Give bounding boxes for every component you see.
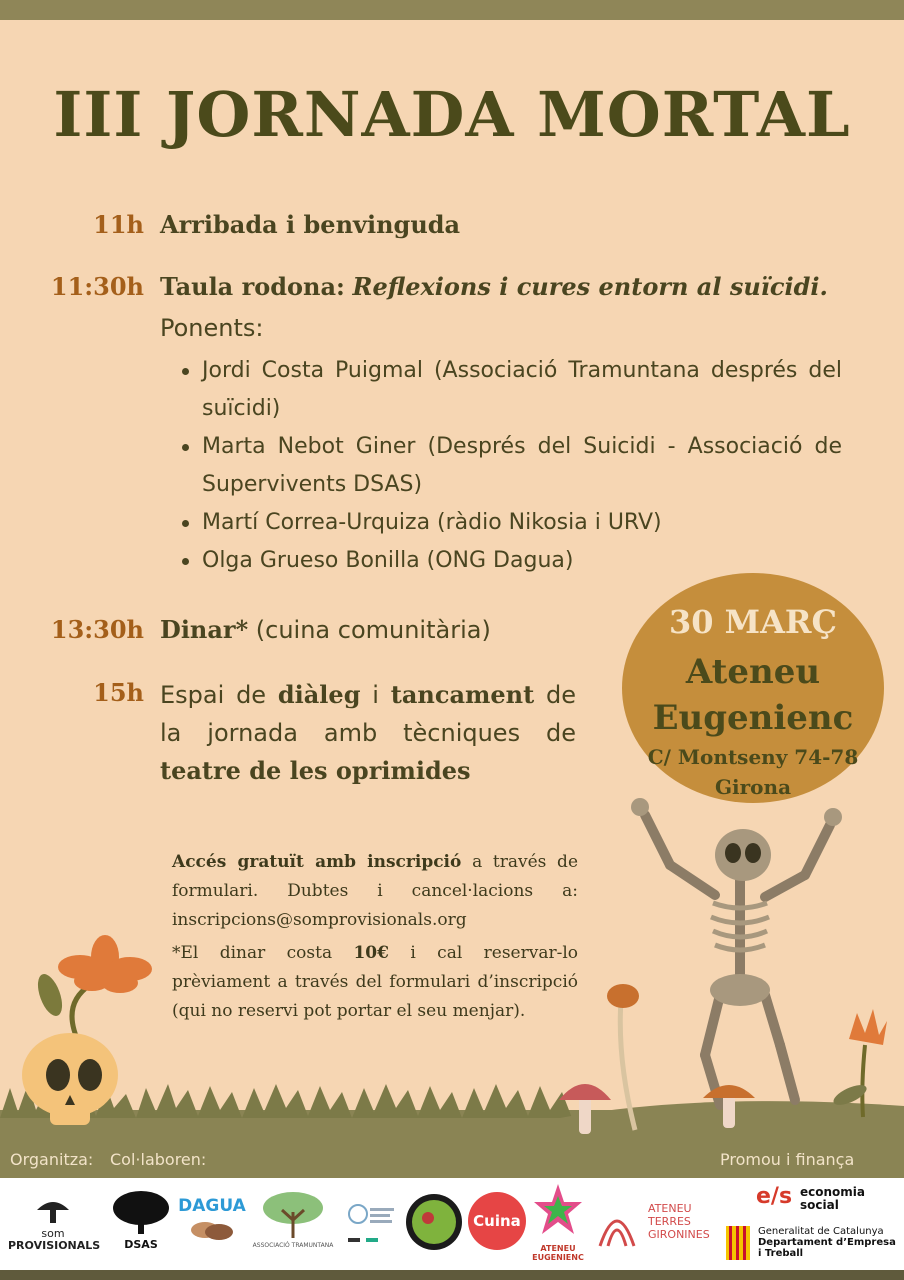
senyera-icon: [726, 1226, 750, 1260]
list-item: Marta Nebot Giner (Després del Suicidi - Associació de Supervivents DSAS): [180, 428, 842, 504]
round-table-label: Taula rodona:: [160, 272, 345, 301]
logo-text: DSAS: [124, 1238, 158, 1251]
list-item: Martí Correa-Urquiza (ràdio Nikosia i URV): [180, 504, 842, 542]
mushrooms-icon: [555, 980, 765, 1140]
som-provisionals-logo: [8, 1198, 101, 1252]
dinner-price: 10€: [353, 943, 389, 963]
dsas-logo: [108, 1190, 174, 1251]
event-date: 30 MARÇ: [669, 603, 837, 641]
tree-icon: [111, 1190, 171, 1234]
time-1130h: 11:30h: [50, 272, 144, 301]
logo-text: DAGUA: [178, 1196, 246, 1216]
logo-text: i Treball: [758, 1248, 804, 1259]
logo-text: som: [41, 1227, 65, 1240]
closing-end: tancament: [390, 680, 535, 709]
time-11h: 11h: [93, 210, 144, 239]
dinner-paragraph: [172, 939, 578, 1026]
top-border: [0, 0, 904, 20]
logo-text: TERRES: [648, 1215, 691, 1228]
logo-text: Generalitat de Catalunya: [758, 1226, 884, 1237]
event-street: C/ Montseny 74-78: [647, 745, 859, 769]
logo-text-block: [648, 1202, 710, 1241]
time-1330h: 13:30h: [50, 615, 144, 644]
flower-icon: [825, 1005, 900, 1120]
closing-text: i: [372, 681, 379, 709]
closing-theatre: teatre de les oprimides: [160, 756, 471, 785]
round-table-topic: Reflexions i cures entorn al suïcidi.: [352, 272, 828, 301]
ateneu-eugenienc-logo: [524, 1182, 592, 1262]
access-email[interactable]: inscripcions@somprovisionals.org: [172, 910, 467, 930]
list-item: Jordi Costa Puigmal (Associació Tramuntana després del suïcidi): [180, 352, 842, 428]
logo-text: economia: [800, 1185, 865, 1199]
event-info-circle: [622, 573, 884, 803]
event-place-line: Ateneu: [685, 652, 821, 692]
logo-text: GIRONINES: [648, 1228, 710, 1241]
eco-mark-icon: e/s: [756, 1184, 793, 1209]
access-free: Accés gratuït amb inscripció: [172, 852, 462, 872]
event-place: [622, 649, 884, 741]
lunch-note: (cuina comunitària): [255, 616, 491, 644]
arches-icon: [594, 1202, 640, 1248]
access-info: [172, 848, 578, 1030]
logo-text-block: [800, 1186, 865, 1212]
page-title: III JORNADA MORTAL: [53, 78, 851, 151]
logo-text: PROVISIONALS: [8, 1239, 101, 1252]
tramuntana-logo: [250, 1190, 336, 1249]
dagua-logo: [178, 1196, 246, 1246]
access-text: a través de formulari. Dubtes i cancel·lacions a:: [172, 852, 579, 901]
logo-text: ATENEU EUGENIENC: [532, 1244, 584, 1262]
closing-text: Espai de: [160, 681, 267, 709]
schedule-arrival: Arribada i benvinguda: [160, 210, 461, 239]
schedule-round-table: [160, 272, 828, 301]
closing-dialog: diàleg: [277, 680, 361, 709]
schedule-closing: [160, 676, 576, 790]
logos-strip: [0, 1178, 904, 1270]
speakers-list: [180, 352, 842, 580]
dinner-text: i cal reservar-lo prèviament a través del formulari d’inscripció (qui no reservi pot portar el seu menjar).: [172, 943, 579, 1021]
circle-logo-icon: [404, 1192, 464, 1252]
logo-text: ATENEU: [648, 1202, 692, 1215]
cuina-logo: Cuina: [468, 1192, 526, 1250]
list-item: Olga Grueso Bonilla (ONG Dagua): [180, 542, 842, 580]
organitza-label: Organitza:: [10, 1150, 94, 1169]
collaboren-label: Col·laboren:: [110, 1150, 207, 1169]
schedule-lunch: [160, 615, 491, 644]
closing-text: de la jornada amb tècniques de: [160, 681, 576, 747]
time-15h: 15h: [93, 678, 144, 707]
access-paragraph: [172, 848, 578, 935]
logo-text-block: [758, 1226, 896, 1259]
collective-icon: [340, 1198, 398, 1250]
lunch-label: Dinar*: [160, 615, 249, 644]
tree-icon: [258, 1190, 328, 1238]
event-place-line: Eugenienc: [652, 698, 854, 738]
event-city: Girona: [714, 775, 792, 799]
ponents-label: Ponents:: [160, 314, 264, 342]
dinner-text: *El dinar costa: [172, 943, 333, 963]
promou-label: Promou i finança: [720, 1150, 855, 1169]
bottom-border: [0, 1270, 904, 1280]
logo-text: Departament d’Empresa: [758, 1237, 896, 1248]
logo-text: social: [800, 1198, 839, 1212]
logo-text: ASSOCIACIÓ TRAMUNTANA: [252, 1242, 334, 1249]
mushroom-logo-icon: [33, 1198, 73, 1224]
collective-logo: [340, 1198, 398, 1250]
hands-icon: [187, 1216, 237, 1242]
star-icon: [530, 1182, 586, 1240]
skull-flower-icon: [20, 935, 155, 1130]
